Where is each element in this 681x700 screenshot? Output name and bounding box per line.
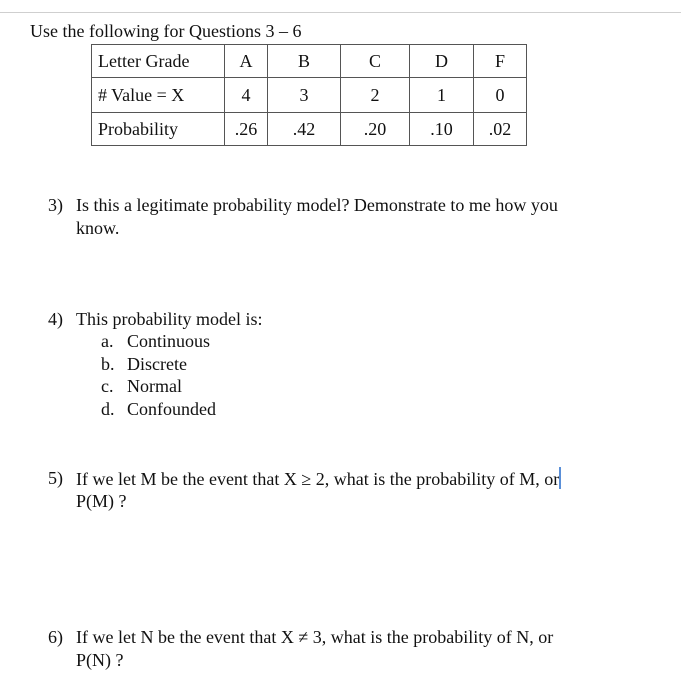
question-text-continued: know. xyxy=(76,218,120,238)
question-text: If we let N be the event that X ≠ 3, what is the probability of N, or xyxy=(76,627,554,647)
question-number: 3) xyxy=(48,195,63,215)
table-cell: .42 xyxy=(268,113,341,146)
table-cell: 3 xyxy=(268,78,341,113)
question-number: 6) xyxy=(48,627,63,647)
question-text: This probability model is: xyxy=(76,309,263,329)
option-d xyxy=(101,398,216,420)
question-5 xyxy=(48,467,668,513)
option-c xyxy=(101,375,182,397)
table-header-row xyxy=(92,45,527,78)
option-letter: b. xyxy=(101,354,115,374)
table-cell: Probability xyxy=(92,113,225,146)
option-letter: a. xyxy=(101,331,114,351)
table-cell: B xyxy=(268,45,341,78)
option-text: Continuous xyxy=(127,331,211,351)
table-cell: 4 xyxy=(225,78,268,113)
option-text: Confounded xyxy=(127,399,216,419)
table-cell: .02 xyxy=(474,113,527,146)
question-text-continued: P(N) ? xyxy=(76,650,124,670)
question-6 xyxy=(48,626,668,672)
table-cell: 1 xyxy=(410,78,474,113)
table-cell: .10 xyxy=(410,113,474,146)
question-text: If we let M be the event that X ≥ 2, what is the probability of M, or xyxy=(76,469,560,489)
question-text: Is this a legitimate probability model? Demonstrate to me how you xyxy=(76,195,558,215)
text-cursor xyxy=(559,467,561,489)
option-letter: d. xyxy=(101,399,115,419)
table-row xyxy=(92,113,527,146)
intro-text: Use the following for Questions 3 – 6 xyxy=(30,21,302,41)
table-cell: .26 xyxy=(225,113,268,146)
question-text-continued: P(M) ? xyxy=(76,491,127,511)
table-cell: A xyxy=(225,45,268,78)
option-a xyxy=(101,330,210,352)
table-cell: # Value = X xyxy=(92,78,225,113)
table-row xyxy=(92,78,527,113)
grade-probability-table xyxy=(91,44,527,146)
option-text: Normal xyxy=(127,376,182,396)
table-cell: D xyxy=(410,45,474,78)
option-text: Discrete xyxy=(127,354,187,374)
table-cell: .20 xyxy=(341,113,410,146)
top-divider xyxy=(0,12,681,13)
table-cell: 2 xyxy=(341,78,410,113)
table-cell: F xyxy=(474,45,527,78)
question-4 xyxy=(48,308,448,331)
question-3 xyxy=(48,194,668,240)
question-number: 4) xyxy=(48,309,63,329)
question-number: 5) xyxy=(48,468,63,488)
option-b xyxy=(101,353,187,375)
table-cell: Letter Grade xyxy=(92,45,225,78)
option-letter: c. xyxy=(101,376,114,396)
table-cell: 0 xyxy=(474,78,527,113)
table-cell: C xyxy=(341,45,410,78)
